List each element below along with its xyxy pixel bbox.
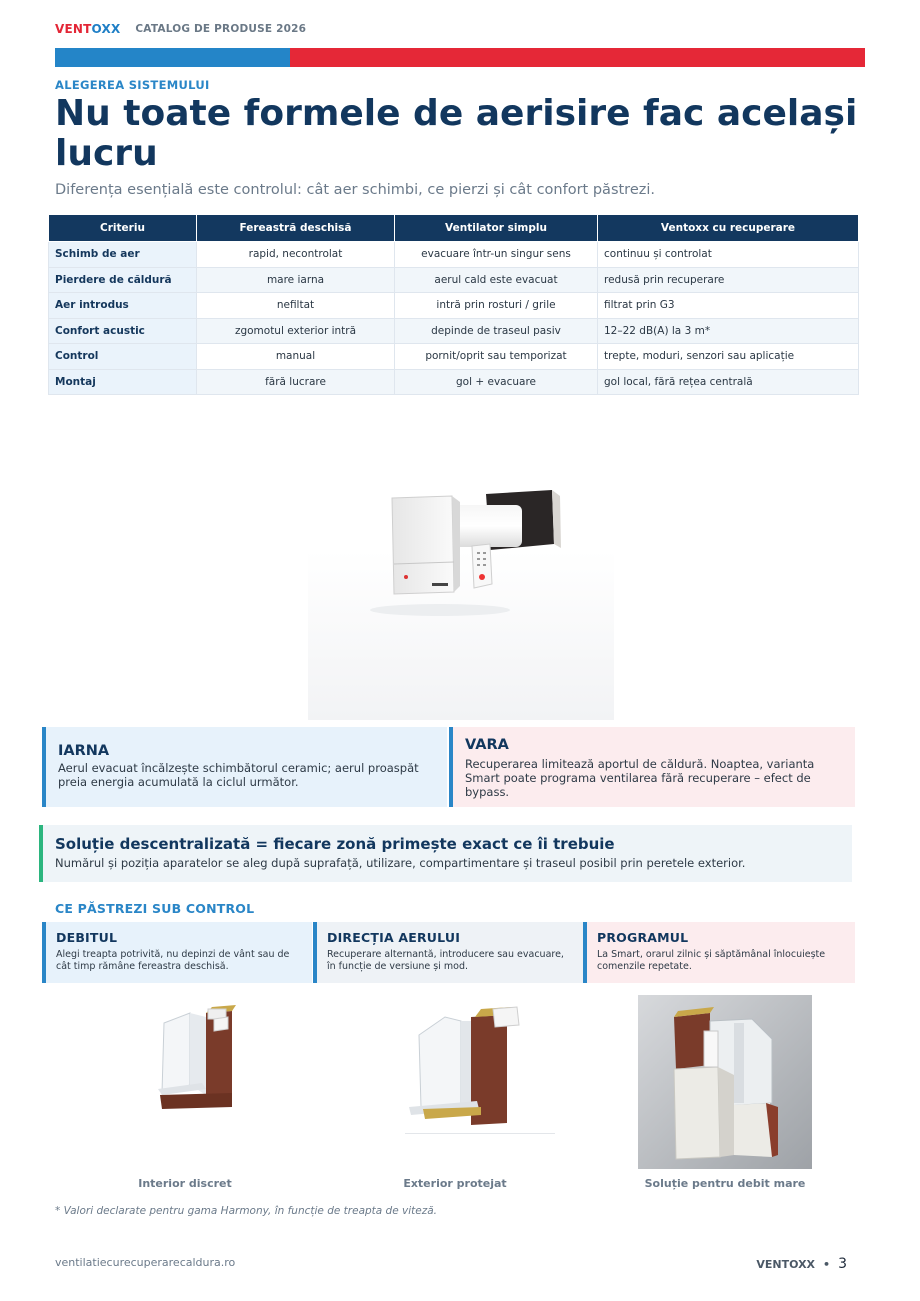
page-title: Nu toate formele de aerisire fac același lucru bbox=[55, 93, 858, 174]
table-cell: continuu și controlat bbox=[598, 242, 859, 268]
table-cell-criterion: Control bbox=[49, 344, 197, 370]
table-cell-criterion: Aer introdus bbox=[49, 293, 197, 319]
footer-separator: • bbox=[823, 1257, 831, 1271]
catalog-label: CATALOG DE PRODUSE 2026 bbox=[135, 23, 307, 35]
table-header-cell: Ventoxx cu recuperare bbox=[598, 215, 859, 242]
table-cell: rapid, necontrolat bbox=[197, 242, 395, 268]
table-cell: pornit/oprit sau temporizat bbox=[395, 344, 598, 370]
decentralized-title: Soluție descentralizată = fiecare zonă primește exact ce îi trebuie bbox=[55, 835, 615, 853]
table-row bbox=[49, 369, 859, 395]
figure-interior bbox=[140, 995, 260, 1175]
decentralized-text: Numărul și poziția aparatelor se aleg după suprafață, utilizare, compartimentare și traseul posibil prin peretele exterior. bbox=[55, 856, 746, 870]
figure-caption: Soluție pentru debit mare bbox=[644, 1177, 806, 1190]
figure-caption: Exterior protejat bbox=[403, 1177, 507, 1190]
table-cell: mare iarna bbox=[197, 267, 395, 293]
comparison-table bbox=[48, 214, 859, 395]
footnote: * Valori declarate pentru gama Harmony, în funcție de treapta de viteză. bbox=[55, 1205, 438, 1217]
figure-caption: Interior discret bbox=[138, 1177, 232, 1190]
figure-high-flow bbox=[638, 995, 812, 1175]
table-cell-criterion: Schimb de aer bbox=[49, 242, 197, 268]
table-cell: zgomotul exterior intră bbox=[197, 318, 395, 344]
control-card-title: DEBITUL bbox=[56, 930, 118, 945]
winter-text: Aerul evacuat încălzește schimbătorul ceramic; aerul proaspăt preia energia acumulată la ciclul următor. bbox=[58, 761, 419, 789]
table-cell-criterion: Confort acustic bbox=[49, 318, 197, 344]
table-header-cell: Fereastră deschisă bbox=[197, 215, 395, 242]
table-cell-criterion: Montaj bbox=[49, 369, 197, 395]
table-cell: 12–22 dB(A) la 3 m* bbox=[598, 318, 859, 344]
control-card-title: PROGRAMUL bbox=[597, 930, 689, 945]
table-cell-criterion: Pierdere de căldură bbox=[49, 267, 197, 293]
footer-website-link[interactable]: ventilatiecurecuperarecaldura.ro bbox=[55, 1256, 236, 1269]
control-section-title: CE PĂSTREZI SUB CONTROL bbox=[55, 901, 255, 916]
summer-box bbox=[449, 727, 855, 807]
table-cell: trepte, moduri, senzori sau aplicație bbox=[598, 344, 859, 370]
page-subtitle: Diferența esențială este controlul: cât aer schimbi, ce pierzi și cât confort păstrezi. bbox=[55, 182, 655, 198]
decentralized-box bbox=[39, 825, 852, 882]
table-row bbox=[49, 242, 859, 268]
table-row bbox=[49, 267, 859, 293]
table-cell: redusă prin recuperare bbox=[598, 267, 859, 293]
winter-title: IARNA bbox=[58, 743, 110, 759]
control-card-text: La Smart, orarul zilnic și săptămânal înlocuiește comenzile repetate. bbox=[597, 949, 826, 972]
control-card-title: DIRECȚIA AERULUI bbox=[327, 930, 461, 945]
figure-exterior bbox=[395, 995, 555, 1175]
table-cell: depinde de traseul pasiv bbox=[395, 318, 598, 344]
brand-logo: VENTOXX bbox=[55, 22, 121, 36]
table-cell: gol + evacuare bbox=[395, 369, 598, 395]
table-header-row bbox=[49, 215, 859, 242]
control-card-flow bbox=[42, 922, 312, 983]
color-bar-red bbox=[290, 48, 865, 67]
table-cell: gol local, fără rețea centrală bbox=[598, 369, 859, 395]
header-color-bar bbox=[55, 48, 865, 67]
table-cell: intră prin rosturi / grile bbox=[395, 293, 598, 319]
table-header-cell: Criteriu bbox=[49, 215, 197, 242]
control-card-text: Alegi treapta potrivită, nu depinzi de vânt sau de cât timp rămâne fereastra deschisă. bbox=[56, 949, 290, 972]
color-bar-blue bbox=[55, 48, 290, 67]
table-header-cell: Ventilator simplu bbox=[395, 215, 598, 242]
summer-text: Recuperarea limitează aportul de căldură. Noaptea, varianta Smart poate programa ventilarea fără recuperare – efect de bypass. bbox=[465, 757, 815, 799]
footer-page-info bbox=[756, 1256, 847, 1272]
table-cell: manual bbox=[197, 344, 395, 370]
section-eyebrow: ALEGEREA SISTEMULUI bbox=[55, 78, 210, 92]
table-row bbox=[49, 344, 859, 370]
control-card-text: Recuperare alternantă, introducere sau evacuare, în funcție de versiune și mod. bbox=[327, 949, 564, 972]
table-cell: filtrat prin G3 bbox=[598, 293, 859, 319]
product-image bbox=[300, 460, 620, 720]
control-card-direction bbox=[313, 922, 583, 983]
table-cell: evacuare într-un singur sens bbox=[395, 242, 598, 268]
footer-brand: VENTOXX bbox=[756, 1257, 816, 1271]
table-cell: aerul cald este evacuat bbox=[395, 267, 598, 293]
table-cell: fără lucrare bbox=[197, 369, 395, 395]
summer-title: VARA bbox=[465, 737, 509, 753]
control-card-program bbox=[583, 922, 855, 983]
table-cell: nefiltat bbox=[197, 293, 395, 319]
page-header bbox=[55, 20, 306, 38]
winter-box bbox=[42, 727, 447, 807]
table-row bbox=[49, 293, 859, 319]
page-number: 3 bbox=[838, 1256, 847, 1272]
table-row bbox=[49, 318, 859, 344]
